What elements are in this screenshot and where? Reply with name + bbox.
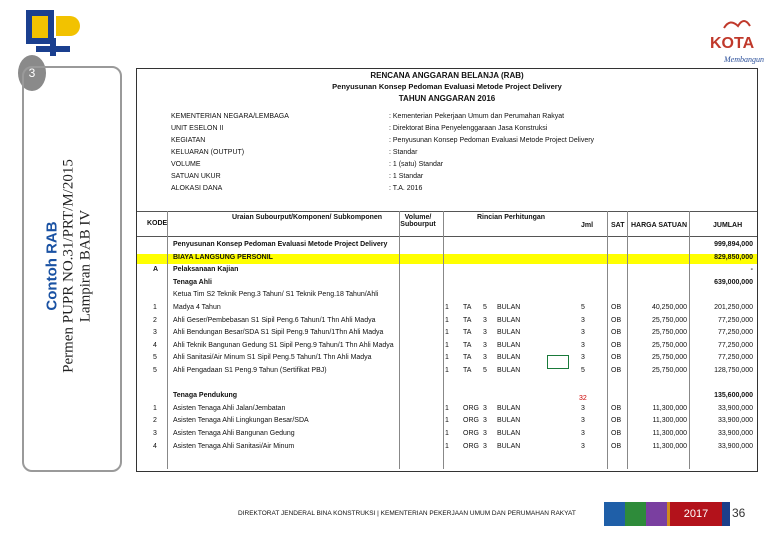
cell-harga: 25,750,000	[651, 329, 687, 337]
cell-d1s: BULAN	[497, 430, 521, 437]
cell-sat: OB	[611, 329, 622, 337]
cell-jml: 3	[581, 354, 585, 362]
table-row[interactable]	[137, 367, 757, 377]
info-row	[171, 113, 731, 122]
cell-harga: 25,750,000	[651, 354, 687, 362]
cell-d1: 3	[483, 404, 487, 412]
cell-jumlah: 999,894,000	[714, 241, 753, 248]
cell-harga: 11,300,000	[652, 442, 687, 450]
cell-d1s: BULAN	[497, 304, 521, 311]
side-label-chapter: Lampiran BAB IV	[77, 209, 94, 323]
cell-sat: OB	[611, 316, 622, 324]
cell-kode: 4	[153, 442, 157, 450]
side-label	[25, 70, 113, 462]
cell-sat: OB	[611, 442, 622, 450]
info-value: : 1 Standar	[389, 173, 424, 180]
footer-text: DIREKTORAT JENDERAL BINA KONSTRUKSI | KEMENTERIAN PEKERJAAN UMUM DAN PERUMAHAN RAKYAT	[238, 510, 576, 517]
kota-membangun-logo	[706, 14, 770, 66]
cell-sat: OB	[611, 404, 622, 412]
cell-uraian: Penyusunan Konsep Pedoman Evaluasi Metode Project Delivery	[173, 241, 388, 248]
cell-jml: 3	[581, 341, 585, 349]
info-value: : Kementerian Pekerjaan Umum dan Perumahan Rakyat	[389, 113, 565, 120]
info-value: : 1 (satu) Standar	[389, 161, 444, 168]
page-number: 36	[732, 506, 746, 520]
cell-kode: 2	[153, 316, 157, 324]
info-key: VOLUME	[171, 161, 201, 168]
cell-vol: 1	[445, 417, 449, 425]
cell-vsat: TA	[463, 354, 472, 362]
cell-jml: 3	[581, 417, 585, 425]
rab-sheet	[136, 68, 758, 472]
info-row	[171, 173, 731, 182]
cell-vol: 1	[445, 430, 449, 437]
cell-vsat: ORG	[463, 442, 479, 450]
info-key: UNIT ESELON II	[171, 125, 224, 132]
cell-kode: 3	[153, 430, 157, 437]
cell-d1: 3	[483, 316, 487, 324]
cell-sat: OB	[611, 430, 622, 437]
cell-d1s: BULAN	[497, 442, 521, 450]
cell-sat: OB	[611, 341, 622, 349]
cell-vsat: TA	[463, 316, 472, 324]
section-number-badge: 3	[18, 55, 46, 91]
cell-d1s: BULAN	[497, 417, 521, 425]
cell-d1: 5	[483, 304, 487, 311]
cell-uraian: BIAYA LANGSUNG PERSONIL	[173, 253, 273, 261]
cell-jumlah: 135,600,000	[714, 392, 753, 400]
cell-vsat: TA	[463, 329, 472, 337]
info-value: : T.A. 2016	[389, 185, 423, 192]
cell-sat: OB	[611, 367, 622, 374]
cell-harga: 40,250,000	[651, 304, 687, 311]
cell-jumlah: 77,250,000	[717, 329, 753, 337]
cell-vol: 1	[445, 304, 449, 311]
info-value: : Penyusunan Konsep Pedoman Evaluasi Metode Project Delivery	[389, 137, 595, 144]
cell-kode: 4	[153, 341, 157, 349]
cell-kode: 1	[153, 404, 157, 412]
info-key: KEMENTERIAN NEGARA/LEMBAGA	[171, 113, 289, 120]
cell-d1s: BULAN	[497, 316, 521, 324]
svg-text:KOTA: KOTA	[710, 35, 755, 52]
table-row[interactable]	[137, 392, 757, 402]
red-note: 32	[579, 395, 587, 402]
cell-vol: 1	[445, 329, 449, 337]
cell-vsat: ORG	[463, 417, 479, 425]
cell-uraian: Ahli Teknik Bangunan Gedung S1 Sipil Peng.9 Tahun/1 Thn Ahli Madya	[173, 341, 394, 349]
cell-vsat: TA	[463, 367, 472, 374]
cell-kode: 1	[153, 304, 157, 311]
cell-jumlah: 77,250,000	[717, 316, 753, 324]
cell-d1: 3	[483, 417, 487, 425]
info-row	[171, 125, 731, 134]
info-value: : Standar	[389, 149, 418, 156]
cell-uraian: Ahli Pengadaan S1 Peng.9 Tahun (Sertifikat PBJ)	[173, 367, 327, 374]
cell-jumlah: 33,900,000	[717, 417, 753, 425]
table-row[interactable]	[137, 241, 757, 251]
cell-jumlah: -	[750, 266, 753, 274]
cell-kode: 5	[153, 367, 157, 374]
cell-uraian: Asisten Tenaga Ahli Sanitasi/Air Minum	[173, 442, 295, 450]
table-row[interactable]	[137, 430, 757, 440]
cell-kode: 2	[153, 417, 157, 425]
cell-uraian: Tenaga Ahli	[173, 278, 212, 286]
info-key: ALOKASI DANA	[171, 185, 223, 192]
cell-vsat: ORG	[463, 404, 479, 412]
sheet-subtitle: Penyusunan Konsep Pedoman Evaluasi Metode Project Delivery	[332, 82, 562, 91]
cell-harga: 11,300,000	[652, 404, 687, 412]
info-row	[171, 149, 731, 158]
info-row	[171, 161, 731, 170]
cell-vsat: ORG	[463, 430, 479, 437]
sheet-fiscal-year: TAHUN ANGGARAN 2016	[398, 94, 496, 103]
cell-d1: 5	[483, 367, 487, 374]
cell-uraian: Ahli Geser/Pembebasan S1 Sipil Peng.6 Tahun/1 Thn Ahli Madya	[173, 316, 376, 324]
cell-jumlah: 77,250,000	[717, 341, 753, 349]
cell-sat: OB	[611, 354, 622, 362]
table-row[interactable]	[137, 279, 757, 289]
cell-kode: A	[153, 266, 159, 274]
cell-d1s: BULAN	[497, 367, 521, 374]
info-row	[171, 185, 731, 194]
cell-jml: 3	[581, 316, 585, 324]
cell-jumlah: 33,900,000	[717, 442, 753, 450]
cell-harga: 25,750,000	[651, 367, 687, 374]
cell-d1s: BULAN	[497, 329, 521, 337]
cell-vsat: TA	[463, 304, 472, 311]
cell-uraian: Pelaksanaan Kajian	[173, 266, 239, 274]
cell-vol: 1	[445, 404, 449, 412]
cell-d1s: BULAN	[497, 354, 521, 362]
cell-jumlah: 201,250,000	[714, 304, 753, 311]
cell-vol: 1	[445, 316, 449, 324]
cell-uraian: Asisten Tenaga Ahli Bangunan Gedung	[173, 430, 295, 437]
year-badge: 2017	[670, 502, 722, 526]
cell-d1: 3	[483, 341, 487, 349]
cell-uraian: Madya 4 Tahun	[173, 304, 221, 311]
table-row[interactable]	[137, 443, 757, 453]
cell-sat: OB	[611, 304, 622, 311]
cell-jumlah: 33,900,000	[717, 430, 753, 437]
cell-uraian: Ahli Bendungan Besar/SDA S1 Sipil Peng.9 Tahun/1Thn Ahli Madya	[173, 329, 384, 337]
table-row[interactable]	[137, 317, 757, 327]
cell-d1: 3	[483, 442, 487, 450]
cell-harga: 11,300,000	[652, 430, 687, 437]
cell-uraian: Asisten Tenaga Ahli Jalan/Jembatan	[173, 404, 286, 412]
table-row[interactable]	[137, 417, 757, 427]
cell-jumlah: 639,000,000	[714, 278, 753, 286]
cell-harga: 25,750,000	[651, 316, 687, 324]
cell-vsat: TA	[463, 341, 472, 349]
cell-harga: 11,300,000	[652, 417, 687, 425]
cell-jml: 3	[581, 404, 585, 412]
side-label-regulation: Permen PUPR NO.31/PRT/M/2015	[60, 159, 77, 373]
cell-jml: 5	[581, 304, 585, 311]
table-row[interactable]	[137, 354, 757, 364]
cell-vol: 1	[445, 367, 449, 374]
cell-jml: 3	[581, 329, 585, 337]
info-key: KEGIATAN	[171, 137, 206, 144]
table-row[interactable]	[137, 304, 757, 314]
cell-kode: 3	[153, 329, 157, 337]
table-row[interactable]	[137, 405, 757, 415]
pupr-logo	[22, 6, 80, 60]
side-label-title: Contoh RAB	[43, 221, 61, 311]
info-value: : Direktorat Bina Penyelenggaraan Jasa Konstruksi	[389, 125, 548, 132]
cell-d1: 3	[483, 329, 487, 337]
cell-uraian: Ahli Sanitasi/Air Minum S1 Sipil Peng.5 Tahun/1 Thn Ahli Madya	[173, 354, 372, 362]
cell-d1: 3	[483, 354, 487, 362]
table-row[interactable]	[137, 266, 757, 276]
table-row[interactable]	[137, 291, 757, 301]
selected-cell[interactable]	[547, 355, 569, 369]
cell-jumlah: 33,900,000	[717, 404, 753, 412]
cell-jumlah: 77,250,000	[717, 354, 753, 362]
table-row[interactable]	[137, 254, 757, 264]
cell-harga: 25,750,000	[651, 341, 687, 349]
cell-uraian: Tenaga Pendukung	[173, 392, 238, 400]
cell-kode: 5	[153, 354, 157, 362]
info-key: SATUAN UKUR	[171, 173, 221, 180]
cell-d1s: BULAN	[497, 404, 521, 412]
cell-jml: 3	[581, 430, 585, 437]
cell-vol: 1	[445, 341, 449, 349]
cell-jumlah: 829,850,000	[714, 253, 753, 261]
cell-jml: 3	[581, 442, 585, 450]
svg-text:Membangun: Membangun	[724, 55, 764, 64]
cell-vol: 1	[445, 442, 449, 450]
cell-uraian: Ketua Tim S2 Teknik Peng.3 Tahun/ S1 Teknik Peng.18 Tahun/Ahli	[173, 291, 379, 299]
info-row	[171, 137, 731, 146]
cell-d1s: BULAN	[497, 341, 521, 349]
cell-jml: 5	[581, 367, 585, 374]
cell-uraian: Asisten Tenaga Ahli Lingkungan Besar/SDA	[173, 417, 309, 425]
table-header: KODE Uraian Subourput/Komponen/ Subkomponen Volume/ Subourput Rincian Perhitungan Jml SAT HARGA SATUAN JUMLAH	[137, 211, 757, 237]
info-key: KELUARAN (OUTPUT)	[171, 149, 245, 156]
table-row[interactable]	[137, 380, 757, 390]
table-row[interactable]	[137, 342, 757, 352]
cell-sat: OB	[611, 417, 622, 425]
cell-jumlah: 128,750,000	[714, 367, 753, 374]
cell-d1: 3	[483, 430, 487, 437]
table-row[interactable]	[137, 329, 757, 339]
sheet-title: RENCANA ANGGARAN BELANJA (RAB)	[370, 71, 524, 80]
cell-vol: 1	[445, 354, 449, 362]
